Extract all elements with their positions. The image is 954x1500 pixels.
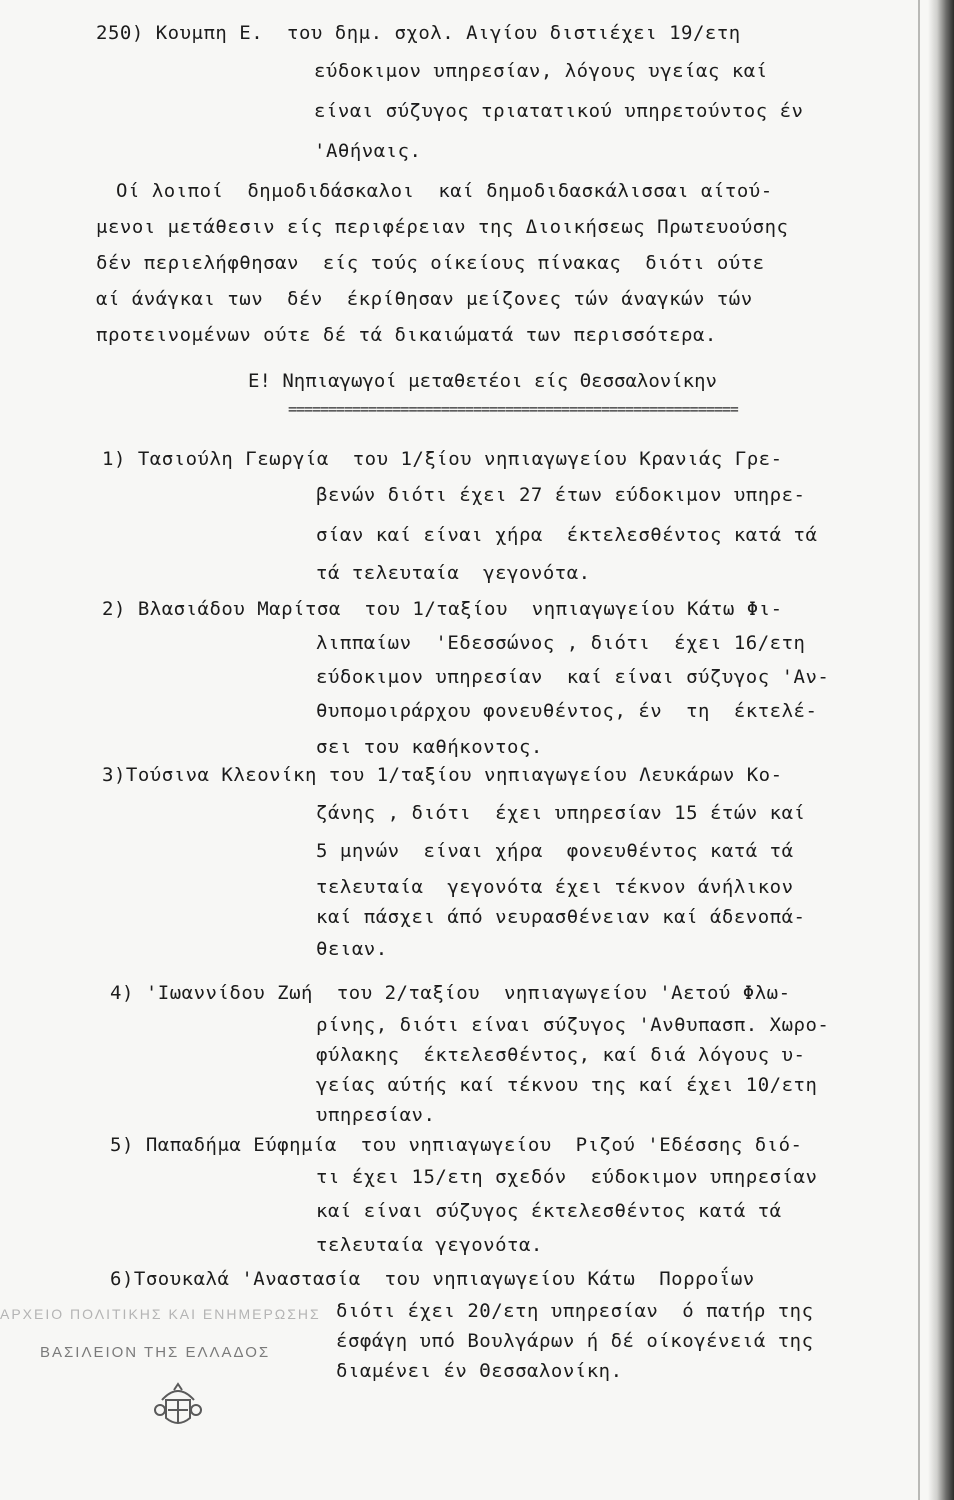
entry-4-line-5: υπηρεσίαν. — [316, 1104, 436, 1126]
binding-edge — [928, 0, 954, 1500]
entry-1-line-1: 1) Τασιούλη Γεωργία του 1/ξίου νηπιαγωγείου Κρανιάς Γρε- — [102, 448, 783, 470]
archive-stamp-line-1: ΑΡΧΕΙΟ ΠΟΛΙΤΙΚΗΣ ΚΑΙ ΕΝΗΜΕΡΩΣΗΣ — [0, 1306, 321, 1322]
entry-4-line-3: φύλακης έκτελεσθέντος, καί διά λόγους υ- — [316, 1044, 806, 1066]
section-underline: ======================================================== — [288, 400, 738, 418]
entry-3-line-2: ζάνης , διότι έχει υπηρεσίαν 15 έτών καί — [316, 802, 806, 824]
entry-1-line-4: τά τελευταία γεγονότα. — [316, 562, 591, 584]
entry-6-line-3: έσφάγη υπό Βουλγάρων ή δέ οίκογένειά της — [336, 1330, 814, 1352]
entry-5-line-2: τι έχει 15/ετη σχεδόν εύδοκιμον υπηρεσίαν — [316, 1166, 818, 1188]
entry-250-line-1: 250) Κουμπη Ε. του δημ. σχολ. Αιγίου διστιέχει 19/ετη — [96, 22, 741, 44]
entry-4-line-1: 4) 'Ιωαννίδου Ζωή του 2/ταξίου νηπιαγωγείου 'Αετού Φλω- — [110, 982, 791, 1004]
paragraph-line-4: αί άνάγκαι των δέν έκρίθησαν μείζονες τών άναγκών τών — [96, 288, 753, 310]
entry-250-line-2: εύδοκιμον υπηρεσίαν, λόγους υγείας καί — [314, 60, 768, 82]
binding-crease — [918, 0, 920, 1500]
entry-3-line-6: θειαν. — [316, 938, 388, 960]
paragraph-line-2: μενοι μετάθεσιν είς περιφέρειαν της Διοικήσεως Πρωτευούσης — [96, 216, 789, 238]
entry-4-line-2: ρίνης, διότι είναι σύζυγος 'Ανθυπασπ. Χωρο- — [316, 1014, 830, 1036]
entry-3-line-5: καί πάσχει άπό νευρασθένειαν καί άδενοπά- — [316, 906, 806, 928]
entry-5-line-3: καί είναι σύζυγος έκτελεσθέντος κατά τά — [316, 1200, 782, 1222]
entry-2-line-5: σει του καθήκοντος. — [316, 736, 543, 758]
entry-6-line-4: διαμένει έν Θεσσαλονίκη. — [336, 1360, 623, 1382]
entry-2-line-4: θυπομοιράρχου φονευθέντος, έν τη έκτελέ- — [316, 700, 818, 722]
entry-3-line-3: 5 μηνών είναι χήρα φονευθέντος κατά τά — [316, 840, 794, 862]
archive-stamp-line-2: ΒΑΣΙΛΕΙΟΝ ΤΗΣ ΕΛΛΑΔΟΣ — [40, 1344, 271, 1361]
entry-250-line-4: 'Αθήναις. — [314, 140, 422, 162]
entry-2-line-2: λιππαίων 'Εδεσσώνος , διότι έχει 16/ετη — [316, 632, 806, 654]
entry-5-line-1: 5) Παπαδήμα Εύφημία του νηπιαγωγείου Ριζού 'Εδέσσης διό- — [110, 1134, 803, 1156]
entry-4-line-4: γείας αύτής καί τέκνου της καί έχει 10/ετη — [316, 1074, 818, 1096]
entry-250-line-3: είναι σύζυγος τριατατικού υπηρετούντος έν — [314, 100, 804, 122]
paragraph-line-1: Οί λοιποί δημοδιδάσκαλοι καί δημοδιδασκάλισσαι αίτού- — [116, 180, 773, 202]
entry-3-line-4: τελευταία γεγονότα έχει τέκνον άνήλικον — [316, 876, 794, 898]
paragraph-line-3: δέν περιελήφθησαν είς τούς οίκείους πίνακας διότι ούτε — [96, 252, 765, 274]
entry-5-line-4: τελευταία γεγονότα. — [316, 1234, 543, 1256]
entry-6-line-2: διότι έχει 20/ετη υπηρεσίαν ό πατήρ της — [336, 1300, 814, 1322]
paragraph-line-5: προτεινομένων ούτε δέ τά δικαιώματά των περισσότερα. — [96, 324, 717, 346]
entry-2-line-1: 2) Βλασιάδου Μαρίτσα του 1/ταξίου νηπιαγωγείου Κάτω Φι- — [102, 598, 783, 620]
section-title: Ε! Νηπιαγωγοί μεταθετέοι είς Θεσσαλονίκην — [248, 370, 717, 392]
entry-1-line-3: σίαν καί είναι χήρα έκτελεσθέντος κατά τά — [316, 524, 818, 546]
entry-3-line-1: 3)Τούσινα Κλεονίκη του 1/ταξίου νηπιαγωγείου Λευκάρων Κο- — [102, 764, 783, 786]
entry-2-line-3: εύδοκιμον υπηρεσίαν καί είναι σύζυγος 'Αν- — [316, 666, 830, 688]
entry-6-line-1: 6)Τσουκαλά 'Αναστασία του νηπιαγωγείου Κάτω Πορροΐων — [110, 1268, 755, 1290]
entry-1-line-2: βενών διότι έχει 27 έτων εύδοκιμον υπηρε- — [316, 484, 806, 506]
coat-of-arms-seal-icon — [152, 1380, 204, 1430]
